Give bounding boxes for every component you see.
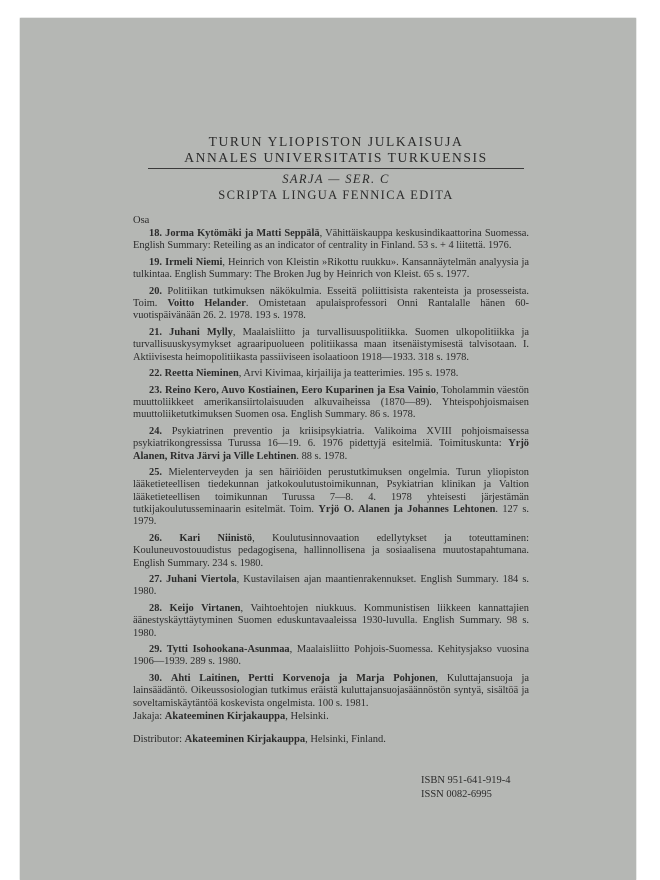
publisher-finnish: TURUN YLIOPISTON JULKAISUJA	[208, 134, 464, 149]
list-item	[133, 327, 529, 364]
list-item	[133, 257, 529, 282]
entry-text: , Toholammin väestön muuttoliikkeet amerikansiirtolaisuuden alkuvaiheissa (1870—89). Yhteispohjoismaisen muuttoliiketutkimuksen Suomen osa. English Summary. 86 s. 1978.	[133, 384, 529, 421]
list-item	[133, 574, 529, 599]
jakaja-name: Akateeminen Kirjakauppa	[164, 711, 286, 722]
entry-number: 27.	[149, 574, 162, 586]
entry-number: 19.	[149, 256, 162, 268]
entry-number: 30.	[149, 673, 162, 685]
entry-number: 20.	[149, 285, 162, 297]
list-item	[133, 644, 529, 669]
jakaja-label: Jakaja:	[133, 711, 165, 722]
publication-list	[133, 228, 529, 714]
entry-authors: Jorma Kytömäki ja Matti Seppälä	[165, 228, 320, 239]
distributor-name: Akateeminen Kirjakauppa	[184, 734, 306, 745]
entry-number: 23.	[149, 384, 162, 396]
list-item	[133, 228, 529, 253]
series-block	[148, 172, 524, 203]
entry-authors: Juhani Mylly	[169, 326, 233, 338]
entry-authors: Kari Niinistö	[179, 532, 253, 544]
series-title: SCRIPTA LINGUA FENNICA EDITA	[218, 188, 454, 202]
entry-authors: Reetta Nieminen	[164, 368, 239, 380]
entry-authors: Irmeli Niemi	[165, 256, 223, 268]
distributor-label: Distributor:	[133, 734, 185, 745]
entry-authors: Tytti Isohookana-Asunmaa	[166, 644, 290, 656]
publisher-latin: ANNALES UNIVERSITATIS TURKUENSIS	[184, 150, 488, 165]
list-item	[133, 385, 529, 422]
entry-prefix: Mielenterveyden ja sen häiriöiden perustutkimuksen ongelmia. Turun yliopiston lääketieteellisen tiedekunnan jatkokoulutustoimikunnan, Psykiatrian klinikan ja Valtion lääketieteellisen toimikunnan Turussa 7—8. 4. 1978 yhteisesti järjestämän tutkijakoulutusseminaarin esitelmät. Toim.	[133, 467, 529, 516]
distributor-rest: , Helsinki, Finland.	[305, 734, 386, 745]
entry-number: 29.	[149, 644, 162, 656]
entry-number: 24.	[149, 425, 162, 437]
entry-number: 22.	[149, 368, 162, 380]
entry-prefix: Politiikan tutkimuksen näkökulmia. Esseitä poliittisista rakenteista ja prosesseista. Toim.	[133, 285, 529, 310]
list-item	[133, 286, 529, 323]
entry-text: , Vaihtoehtojen niukkuus. Kommunistisen liikkeen kannattajien äänestyskäyttäytyminen Suomen eduskuntavaaleissa 1930-luvulla. English Summary. 98 s. 1980.	[133, 602, 529, 639]
entry-authors: Reino Kero, Auvo Kostiainen, Eero Kuparinen ja Esa Vainio	[164, 384, 436, 396]
entry-authors: Ahti Laitinen, Pertti Korvenoja ja Marja Pohjonen	[170, 673, 436, 685]
entry-authors: Juhani Viertola	[166, 574, 237, 586]
isbn-number: ISBN 951-641-919-4	[421, 775, 511, 786]
jakaja-line	[133, 711, 329, 722]
entry-tail: . 127 s. 1979.	[133, 504, 529, 528]
entry-authors: Keijo Virtanen	[169, 602, 241, 614]
entry-prefix: Psykiatrinen preventio ja kriisipsykiatria. Valikoima XVIII pohjoismaisessa psykiatrikongressissa Turussa 16—19. 6. 1976 pidettyjä esitelmiä. Toimituskunta:	[133, 425, 529, 450]
jakaja-rest: , Helsinki.	[285, 711, 329, 722]
entry-text: , Arvi Kivimaa, kirjailija ja teatterimies. 195 s. 1978.	[238, 368, 459, 380]
list-item	[133, 603, 529, 640]
entry-number: 21.	[149, 326, 162, 338]
entry-text: , Maalaisliitto Pohjois-Suomessa. Kehitysjakso vuosina 1906—1939. 289 s. 1980.	[133, 644, 529, 668]
issn-number: ISSN 0082-6995	[421, 789, 492, 800]
entry-number: 25.	[149, 467, 162, 479]
list-item	[133, 426, 529, 463]
entry-tail: . 88 s. 1978.	[296, 450, 348, 462]
entry-editors: Voitto Helander	[167, 298, 246, 310]
entry-number: 26.	[149, 532, 162, 544]
entry-text: , Vähittäiskauppa keskusindikaattorina Suomessa. English Summary: Reteiling as an indicator of centrality in Finland. 53 s. + 4 liitettä. 1976.	[133, 228, 529, 252]
entry-text: , Heinrich von Kleistin »Rikottu ruukku». Kansannäytelmän analyysia ja tulkintaa. English Summary: The Broken Jug by Heinrich von Kleist. 65 s. 1977.	[133, 256, 529, 281]
list-item	[133, 673, 529, 710]
list-item	[133, 368, 529, 380]
entry-number: 28.	[149, 602, 162, 614]
header-divider	[148, 168, 524, 169]
list-item	[133, 467, 529, 528]
entry-text: , Maalaisliitto ja turvallisuuspolitiikka. Suomen ulkopolitiikka ja turvallisuuskysymykset agraaripuolueen politiikassa maan itsenäistymisestä talvisotaan. I. Aktiivisesta heimopolitiikasta passiiviseen isolaatioon 1918—1933. 318 s. 1978.	[133, 326, 529, 363]
entry-number: 18.	[149, 228, 162, 239]
publication-header	[148, 134, 524, 166]
entry-text: , Kuluttajansuoja ja lainsäädäntö. Oikeussosiologian tutkimus eräistä kuluttajansuojasäännöstön syntyä, sisältöä ja soveltamiskäytäntöä koskevista ongelmista. 100 s. 1981.	[133, 673, 529, 709]
entry-text: , Koulutusinnovaation edellytykset ja toteuttaminen: Kouluneuvostouudistus pedagogisena, hallinnollisena ja sosiaalisena muutostapahtumana. English Summary. 234 s. 1980.	[133, 532, 529, 569]
distributor-line	[133, 734, 386, 745]
osa-label: Osa	[133, 215, 150, 226]
series-label: SARJA — SER. C	[282, 172, 390, 186]
entry-editors: Yrjö Alanen, Ritva Järvi ja Ville Lehtinen	[133, 438, 529, 462]
identifiers	[421, 774, 511, 802]
entry-editors: Yrjö O. Alanen ja Johannes Lehtonen	[318, 504, 496, 516]
entry-text: , Kustavilaisen ajan maantienrakennukset. English Summary. 184 s. 1980.	[133, 574, 529, 598]
list-item	[133, 533, 529, 570]
entry-tail: . Omistetaan apulaisprofessori Onni Rantalalle hänen 60-vuotispäivänään 26. 2. 1978. 193 s. 1978.	[133, 298, 530, 322]
